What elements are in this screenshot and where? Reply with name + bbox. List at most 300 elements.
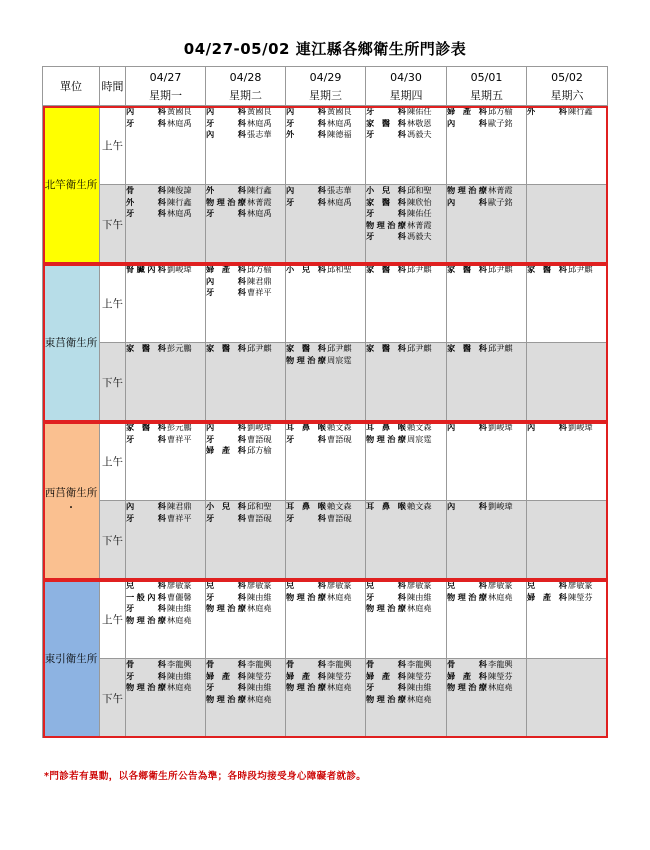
department: 物理治療	[126, 682, 166, 692]
schedule-cell	[527, 185, 608, 264]
schedule-cell	[286, 264, 366, 343]
schedule-cell	[527, 264, 608, 343]
clinic-entry	[447, 422, 526, 434]
doctor-name: 林菁霞	[488, 185, 513, 195]
department: 耳 鼻 喉	[286, 501, 326, 511]
schedule-cell	[447, 264, 527, 343]
clinic-entry	[366, 501, 446, 513]
department: 兒 科	[286, 580, 326, 590]
clinic-entry	[286, 422, 365, 434]
schedule-cell	[206, 185, 286, 264]
unit-name: 東莒衛生所	[44, 336, 98, 349]
schedule-cell	[126, 264, 206, 343]
department: 骨 科	[286, 659, 326, 669]
department: 牙 科	[366, 682, 406, 692]
doctor-name: 林菁霞	[407, 219, 432, 230]
clinic-entry	[366, 197, 446, 209]
clinic-entry	[126, 208, 205, 220]
department: 家 醫 科	[527, 264, 567, 274]
doctor-name: 陳由維	[167, 670, 192, 681]
period-label: 下午	[100, 659, 126, 738]
doctor-name: 林敬恩	[407, 117, 432, 128]
department: 家 醫 科	[126, 422, 166, 432]
department: 內 科	[206, 129, 246, 139]
doctor-name: 曹語硯	[327, 433, 352, 444]
doctor-name: 賴文森	[327, 422, 352, 432]
clinic-entry	[366, 264, 446, 276]
clinic-entry	[366, 422, 446, 434]
clinic-entry	[126, 580, 205, 592]
department: 牙 科	[286, 512, 326, 523]
doctor-name: 李龍興	[167, 659, 192, 669]
department: 婦 產 科	[447, 106, 487, 116]
department: 牙 科	[286, 196, 326, 207]
clinic-entry	[366, 682, 446, 694]
doctor-name: 張志華	[327, 185, 352, 195]
doctor-name: 陳欣怡	[407, 196, 432, 207]
schedule-cell	[286, 501, 366, 580]
department: 牙 科	[206, 591, 246, 602]
department: 牙 科	[126, 670, 166, 681]
schedule-row-pm	[43, 185, 608, 264]
department: 物理治療	[286, 591, 326, 602]
clinic-entry	[286, 501, 365, 513]
clinic-entry	[447, 197, 526, 209]
period-label: 上午	[100, 106, 126, 185]
schedule-row-pm	[43, 501, 608, 580]
department: 牙 科	[206, 287, 246, 297]
clinic-entry	[206, 659, 285, 671]
department: 物理治療	[206, 196, 246, 207]
doctor-name: 林庭堯	[327, 591, 352, 602]
schedule-cell	[286, 185, 366, 264]
day-date: 04/28	[229, 70, 262, 84]
department: 家 醫 科	[447, 343, 487, 353]
doctor-name: 邱尹麒	[488, 264, 513, 274]
doctor-name: 林庭堯	[488, 591, 513, 602]
department: 骨 科	[447, 659, 487, 669]
department: 內 科	[447, 501, 487, 511]
schedule-cell	[126, 106, 206, 185]
clinic-entry	[126, 659, 205, 671]
doctor-name: 廖敏篆	[568, 580, 593, 590]
clinic-schedule-table	[42, 66, 608, 738]
doctor-name: 黃國良	[327, 106, 352, 116]
doctor-name: 陳佑任	[407, 208, 432, 218]
department: 牙 科	[366, 231, 406, 241]
department: 家 醫 科	[447, 264, 487, 274]
schedule-cell	[286, 343, 366, 422]
clinic-entry	[527, 264, 607, 276]
clinic-entry	[206, 501, 285, 513]
department: 骨 科	[126, 185, 166, 195]
clinic-entry	[527, 592, 607, 604]
schedule-cell	[286, 106, 366, 185]
schedule-cell	[286, 422, 366, 501]
clinic-entry	[206, 445, 285, 457]
doctor-name: 陳行鑫	[568, 106, 593, 116]
doctor-name: 陳瑩芬	[407, 670, 432, 681]
department: 兒 科	[527, 580, 567, 590]
clinic-entry	[126, 422, 205, 434]
unit-cell	[43, 580, 100, 738]
department: 腎臟內科	[126, 264, 166, 274]
schedule-cell	[527, 422, 608, 501]
clinic-entry	[126, 434, 205, 446]
clinic-entry	[286, 671, 365, 683]
clinic-entry	[206, 287, 285, 299]
clinic-entry	[286, 106, 365, 118]
day-date: 04/29	[309, 70, 342, 84]
doctor-name: 林庭禹	[247, 117, 272, 128]
period-label: 上午	[100, 264, 126, 343]
doctor-name: 歐子銘	[488, 196, 513, 207]
doctor-name: 廖敏篆	[488, 580, 513, 590]
doctor-name: 陳瑩芬	[568, 591, 593, 602]
clinic-entry	[206, 343, 285, 355]
doctor-name: 陳瑩芬	[247, 670, 272, 681]
clinic-entry	[286, 513, 365, 525]
doctor-name: 曹語硯	[247, 512, 272, 523]
department: 物理治療	[447, 591, 487, 602]
doctor-name: 邱尹麒	[488, 343, 513, 353]
department: 耳 鼻 喉	[366, 422, 406, 432]
department: 牙 科	[366, 106, 406, 116]
department: 耳 鼻 喉	[366, 501, 406, 511]
doctor-name: 林庭堯	[407, 603, 432, 613]
clinic-entry	[126, 118, 205, 130]
schedule-row-am	[43, 106, 608, 185]
clinic-entry	[206, 197, 285, 209]
unit-name: 東引衛生所	[44, 652, 98, 665]
doctor-name: 林庭禹	[167, 117, 192, 128]
schedule-cell	[527, 343, 608, 422]
department: 牙 科	[126, 208, 166, 218]
doctor-name: 曹祥平	[167, 433, 192, 444]
department: 小 兒 科	[366, 185, 406, 195]
doctor-name: 林庭堯	[167, 682, 192, 692]
department: 牙 科	[206, 433, 246, 444]
clinic-entry	[286, 434, 365, 446]
doctor-name: 彭元鵬	[167, 422, 192, 432]
day-weekday: 星期二	[229, 88, 262, 102]
department: 骨 科	[126, 659, 166, 669]
clinic-entry	[447, 343, 526, 355]
schedule-cell	[126, 580, 206, 659]
clinic-entry	[286, 355, 365, 367]
department: 內 科	[206, 275, 246, 286]
schedule-cell	[366, 343, 447, 422]
clinic-entry	[366, 208, 446, 220]
doctor-name: 陳德福	[327, 129, 352, 139]
schedule-body	[43, 106, 608, 738]
schedule-cell	[447, 501, 527, 580]
department: 婦 產 科	[206, 670, 246, 681]
day-date: 05/02	[551, 70, 583, 84]
schedule-cell	[206, 501, 286, 580]
schedule-cell	[126, 422, 206, 501]
period-label: 下午	[100, 501, 126, 580]
day-weekday: 星期四	[389, 88, 423, 102]
schedule-cell	[126, 343, 206, 422]
clinic-entry	[206, 592, 285, 604]
doctor-name: 林庭禹	[327, 117, 352, 128]
clinic-entry	[206, 185, 285, 197]
clinic-entry	[206, 603, 285, 615]
schedule-cell	[206, 343, 286, 422]
doctor-name: 林庭堯	[407, 693, 432, 704]
day-header	[126, 67, 206, 106]
doctor-name: 李龍興	[407, 659, 432, 669]
schedule-cell	[447, 106, 527, 185]
doctor-name: 彭元鵬	[167, 343, 192, 353]
unit-column-header: 單位	[43, 67, 100, 106]
period-label: 下午	[100, 185, 126, 264]
department: 物理治療	[366, 219, 406, 230]
department: 內 科	[286, 185, 326, 195]
clinic-entry	[126, 343, 205, 355]
unit-cell	[43, 106, 100, 264]
department: 兒 科	[126, 580, 166, 590]
clinic-entry	[366, 671, 446, 683]
doctor-name: 陳瑩芬	[488, 670, 513, 681]
clinic-entry	[126, 592, 205, 604]
clinic-entry	[286, 129, 365, 141]
page-title: 04/27-05/02 連江縣各鄉衛生所門診表	[183, 40, 467, 58]
doctor-name: 賴文森	[407, 422, 432, 432]
schedule-cell	[206, 106, 286, 185]
department: 小 兒 科	[206, 501, 246, 511]
clinic-entry	[366, 603, 446, 615]
department: 家 醫 科	[366, 117, 406, 128]
day-date: 05/01	[470, 70, 503, 84]
department: 兒 科	[206, 580, 246, 590]
department: 牙 科	[366, 208, 406, 218]
schedule-cell	[206, 659, 286, 738]
doctor-name: 邱尹麒	[568, 264, 593, 274]
doctor-name: 賴文森	[327, 501, 352, 511]
schedule-cell	[366, 659, 447, 738]
department: 物理治療	[206, 693, 246, 704]
clinic-entry	[206, 580, 285, 592]
footnote-text: *門診若有異動，以各鄉衛生所公告為準；各時段均接受身心障礙者就診。	[44, 771, 367, 782]
doctor-name: 曹儷馨	[167, 591, 192, 602]
schedule-cell	[206, 264, 286, 343]
clinic-entry	[286, 343, 365, 355]
schedule-cell	[366, 422, 447, 501]
doctor-name: 曹祥平	[167, 512, 192, 523]
clinic-entry	[366, 659, 446, 671]
doctor-name: 邱尹麒	[247, 343, 272, 353]
department: 內 科	[447, 117, 487, 128]
clinic-entry	[206, 118, 285, 130]
doctor-name: 黃國良	[167, 106, 192, 116]
schedule-row-am	[43, 422, 608, 501]
doctor-name: 林庭禹	[327, 196, 352, 207]
department: 家 醫 科	[366, 264, 406, 274]
unit-name-suffix: ・	[65, 502, 77, 514]
doctor-name: 陳由維	[407, 591, 432, 602]
clinic-entry	[366, 343, 446, 355]
department: 外 科	[126, 196, 166, 207]
department: 家 醫 科	[126, 343, 166, 353]
department: 物理治療	[206, 603, 246, 613]
department: 內 科	[447, 196, 487, 207]
doctor-name: 陳由維	[167, 603, 192, 613]
department: 牙 科	[366, 129, 406, 139]
doctor-name: 林庭禹	[167, 208, 192, 218]
day-date: 04/30	[390, 70, 422, 84]
schedule-cell	[286, 580, 366, 659]
clinic-entry	[366, 129, 446, 141]
clinic-entry	[447, 501, 526, 513]
department: 牙 科	[206, 117, 246, 128]
department: 物理治療	[366, 693, 406, 704]
schedule-cell	[206, 422, 286, 501]
schedule-cell	[366, 264, 447, 343]
department: 家 醫 科	[286, 343, 326, 353]
clinic-entry	[206, 682, 285, 694]
department: 牙 科	[126, 603, 166, 613]
department: 物理治療	[447, 185, 487, 195]
department: 外 科	[527, 106, 567, 116]
department: 牙 科	[206, 512, 246, 523]
clinic-entry	[206, 694, 285, 706]
schedule-row-pm	[43, 659, 608, 738]
schedule-cell	[126, 659, 206, 738]
doctor-name: 陳君鼎	[247, 275, 272, 286]
doctor-name: 曹祥平	[247, 287, 272, 297]
schedule-cell	[366, 580, 447, 659]
clinic-entry	[206, 513, 285, 525]
department: 物理治療	[286, 682, 326, 692]
department: 一般內科	[126, 591, 166, 602]
schedule-cell	[527, 659, 608, 738]
day-header	[286, 67, 366, 106]
schedule-cell	[527, 106, 608, 185]
clinic-entry	[286, 118, 365, 130]
clinic-entry	[447, 592, 526, 604]
clinic-entry	[126, 197, 205, 209]
department: 婦 產 科	[527, 591, 567, 602]
clinic-entry	[447, 185, 526, 197]
doctor-name: 劉峻瑋	[167, 264, 192, 274]
department: 小 兒 科	[286, 264, 326, 274]
doctor-name: 馮毅夫	[407, 231, 432, 241]
clinic-entry	[126, 603, 205, 615]
period-label: 上午	[100, 580, 126, 659]
department: 物理治療	[447, 682, 487, 692]
clinic-entry	[126, 615, 205, 627]
doctor-name: 陳行鑫	[247, 185, 272, 195]
clinic-entry	[527, 422, 607, 434]
doctor-name: 劉峻瑋	[488, 501, 513, 511]
department: 婦 產 科	[366, 670, 406, 681]
department: 家 醫 科	[206, 343, 246, 353]
doctor-name: 周宸霆	[407, 433, 432, 444]
period-label: 上午	[100, 422, 126, 501]
clinic-entry	[447, 682, 526, 694]
clinic-entry	[447, 106, 526, 118]
clinic-entry	[126, 682, 205, 694]
day-header	[366, 67, 447, 106]
clinic-entry	[286, 185, 365, 197]
day-weekday: 星期五	[470, 88, 503, 102]
doctor-name: 陳行鑫	[167, 196, 192, 207]
department: 內 科	[527, 422, 567, 432]
clinic-entry	[366, 580, 446, 592]
doctor-name: 邱和聖	[407, 185, 432, 195]
schedule-cell	[527, 501, 608, 580]
department: 內 科	[206, 422, 246, 432]
doctor-name: 邱尹麒	[327, 343, 352, 353]
department: 牙 科	[206, 682, 246, 692]
doctor-name: 陳君鼎	[167, 501, 192, 511]
clinic-entry	[206, 276, 285, 288]
doctor-name: 陳佑任	[407, 106, 432, 116]
department: 內 科	[447, 422, 487, 432]
doctor-name: 張志華	[247, 129, 272, 139]
doctor-name: 歐子銘	[488, 117, 513, 128]
doctor-name: 李龍興	[247, 659, 272, 669]
department: 家 醫 科	[366, 343, 406, 353]
clinic-entry	[447, 580, 526, 592]
clinic-entry	[206, 434, 285, 446]
department: 婦 產 科	[447, 670, 487, 681]
department: 內 科	[126, 501, 166, 511]
doctor-name: 邱尹麒	[407, 264, 432, 274]
department: 兒 科	[447, 580, 487, 590]
department: 內 科	[206, 106, 246, 116]
clinic-entry	[366, 434, 446, 446]
clinic-entry	[366, 694, 446, 706]
doctor-name: 曹語硯	[247, 433, 272, 444]
clinic-entry	[206, 208, 285, 220]
department: 婦 產 科	[206, 445, 246, 455]
doctor-name: 林庭禹	[247, 208, 272, 218]
doctor-name: 廖敏篆	[247, 580, 272, 590]
department: 外 科	[286, 129, 326, 139]
doctor-name: 林菁霞	[247, 196, 272, 207]
time-column-header: 時間	[100, 67, 126, 106]
schedule-cell	[286, 659, 366, 738]
department: 物理治療	[126, 614, 166, 625]
clinic-entry	[447, 264, 526, 276]
doctor-name: 李龍興	[327, 659, 352, 669]
clinic-entry	[126, 185, 205, 197]
doctor-name: 陳由維	[407, 682, 432, 692]
doctor-name: 陳瑩芬	[327, 670, 352, 681]
doctor-name: 黃國良	[247, 106, 272, 116]
department: 物理治療	[366, 433, 406, 444]
doctor-name: 林庭堯	[327, 682, 352, 692]
clinic-entry	[286, 197, 365, 209]
department: 骨 科	[206, 659, 246, 669]
period-label: 下午	[100, 343, 126, 422]
clinic-entry	[126, 671, 205, 683]
department: 婦 產 科	[206, 264, 246, 274]
schedule-row-am	[43, 264, 608, 343]
doctor-name: 林庭堯	[247, 693, 272, 704]
department: 內 科	[286, 106, 326, 116]
clinic-entry	[286, 592, 365, 604]
doctor-name: 李龍興	[488, 659, 513, 669]
day-date: 04/27	[149, 70, 182, 84]
schedule-cell	[206, 580, 286, 659]
day-weekday: 星期六	[550, 88, 584, 102]
doctor-name: 廖敏篆	[327, 580, 352, 590]
doctor-name: 賴文森	[407, 501, 432, 511]
